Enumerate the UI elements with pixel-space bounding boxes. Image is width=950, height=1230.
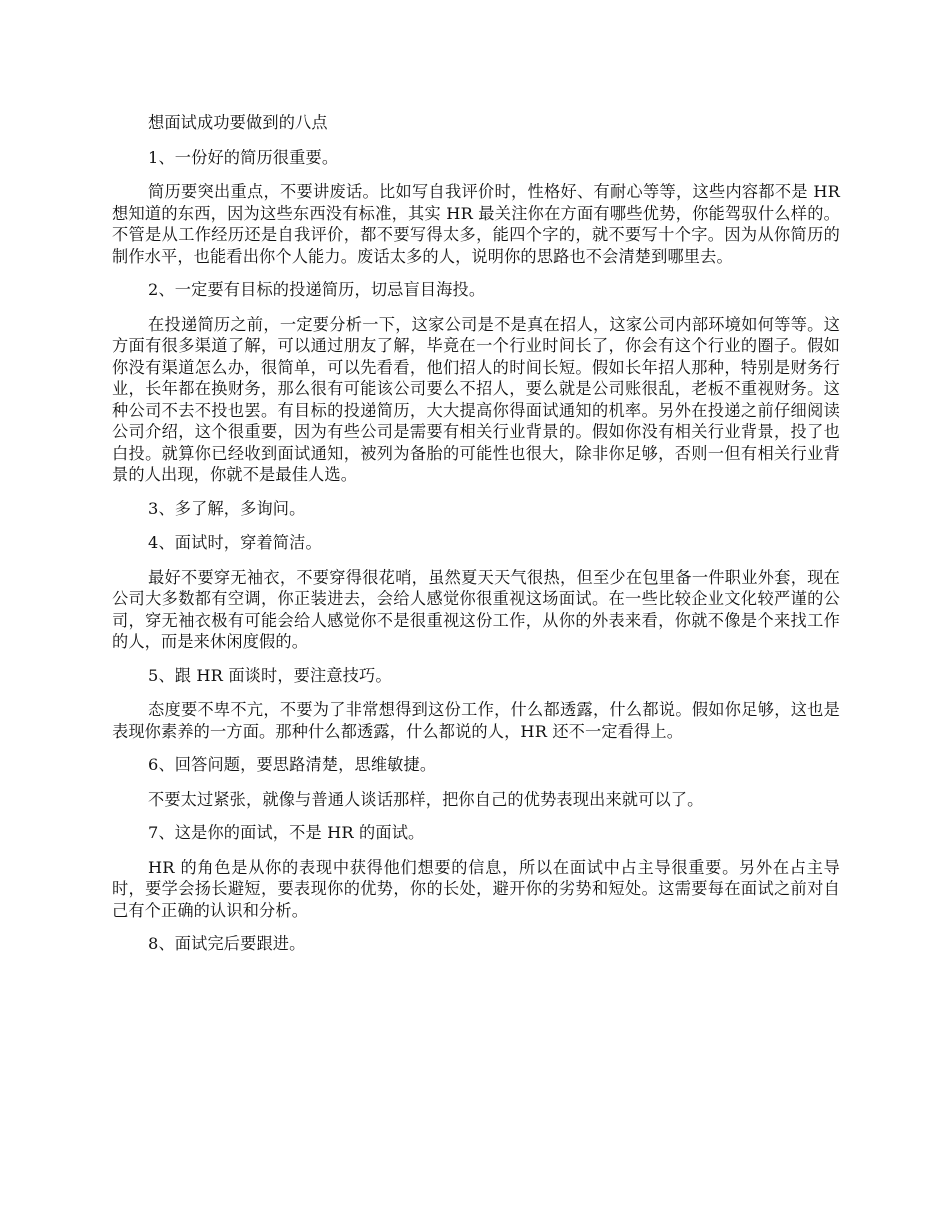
- section-body-2: 在投递简历之前，一定要分析一下，这家公司是不是真在招人，这家公司内部环境如何等等。这方面有很多渠道了解，可以通过朋友了解，毕竟在一个行业时间长了，你会有这个行业的圈子。假如你没有渠道怎么办，很简单，可以先看看，他们招人的时间长短。假如长年招人那种，特别是财务行业，长年都在换财务，那么很有可能该公司要么不招人，要么就是公司账很乱，老板不重视财务。这种公司不去不投也罢。有目标的投递简历，大大提高你得面试通知的机率。另外在投递之前仔细阅读公司介绍，这个很重要，因为有些公司是需要有相关行业背景的。假如你没有相关行业背景，投了也白投。就算你已经收到面试通知，被列为备胎的可能性也很大，除非你足够，否则一但有相关行业背景的人出现，你就不是最佳人选。: [112, 314, 840, 484]
- section-heading-4: 4、面试时，穿着简洁。: [148, 533, 322, 552]
- section-heading-6: 6、回答问题，要思路清楚，思维敏捷。: [148, 755, 437, 774]
- section-heading-3: 3、多了解，多询问。: [148, 498, 306, 518]
- section-heading-1: 1、一份好的简历很重要。: [148, 147, 339, 167]
- document-title: 想面试成功要做到的八点: [148, 113, 328, 132]
- section-body-7: HR 的角色是从你的表现中获得他们想要的信息，所以在面试中占主导很重要。另外在占主导时，要学会扬长避短，要表现你的优势，你的长处，避开你的劣势和短处。这需要每在面试之前对自己有个正确的认识和分析。: [112, 857, 840, 920]
- document-content: [112, 112, 840, 968]
- section-heading-8: 8、面试完后要跟进。: [148, 934, 306, 953]
- section-body-4: 最好不要穿无袖衣，不要穿得很花哨，虽然夏天天气很热，但至少在包里备一件职业外套，现在公司大多数都有空调，你正装进去，会给人感觉你很重视这场面试。在一些比较企业文化较严谨的公司，穿无袖衣极有可能会给人感觉你不是很重视这份工作，从你的外表来看，你就不像是个来找工作的人，而是来休闲度假的。: [112, 567, 840, 651]
- section-body-1: 简历要突出重点，不要讲废话。比如写自我评价时，性格好、有耐心等等，这些内容都不是 HR 想知道的东西，因为这些东西没有标准，其实 HR 最关注你在方面有哪些优势，你能驾驭什么样的。不管是从工作经历还是自我评价，都不要写得太多，能四个字的，就不要写十个字。因为从你简历的制作水平，也能看出你个人能力。废话太多的人，说明你的思路也不会清楚到哪里去。: [112, 182, 840, 266]
- section-heading-5: 5、跟 HR 面谈时，要注意技巧。: [148, 665, 392, 685]
- section-heading-2: 2、一定要有目标的投递简历，切忌盲目海投。: [148, 280, 486, 299]
- section-body-5: 态度要不卑不亢，不要为了非常想得到这份工作，什么都透露，什么都说。假如你足够，这也是表现你素养的一方面。那种什么都透露，什么都说的人，HR 还不一定看得上。: [112, 700, 840, 741]
- section-heading-7: 7、这是你的面试，不是 HR 的面试。: [148, 823, 425, 842]
- section-body-6: 不要太过紧张，就像与普通人谈话那样，把你自己的优势表现出来就可以了。: [148, 789, 704, 809]
